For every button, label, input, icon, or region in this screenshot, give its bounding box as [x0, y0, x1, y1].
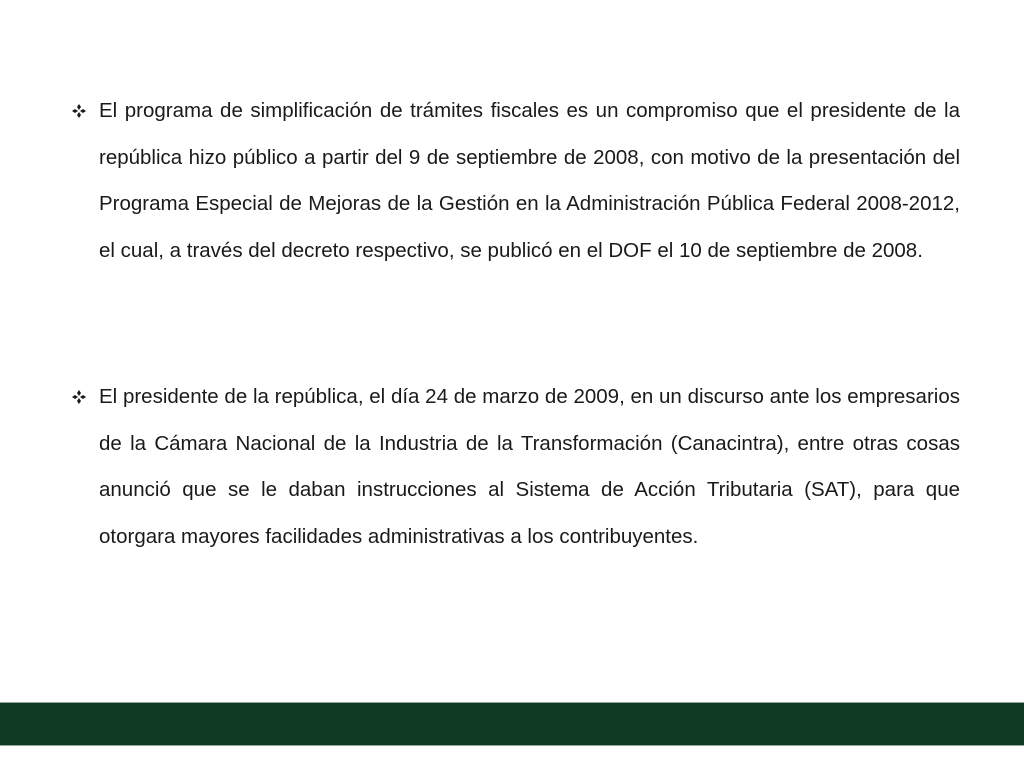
- bullet-item-2: [72, 374, 960, 560]
- diamond-bullet-icon: [72, 104, 86, 118]
- slide-content: [72, 88, 960, 560]
- diamond-bullet-icon: [72, 390, 86, 404]
- bullet-text-1: El programa de simplificación de trámites fiscales es un compromiso que el presidente de la república hizo público a partir del 9 de septiembre de 2008, con motivo de la presentación del Programa Especial de Mejoras de la Gestión en la Administración Pública Federal 2008-2012, el cual, a través del decreto respectivo, se publicó en el DOF el 10 de septiembre de 2008.: [99, 99, 960, 262]
- footer-bar: [0, 702, 1024, 746]
- bullet-text-2: El presidente de la república, el día 24 de marzo de 2009, en un discurso ante los empresarios de la Cámara Nacional de la Industria de la Transformación (Canacintra), entre otras cosas anunció que se le daban instrucciones al Sistema de Acción Tributaria (SAT), para que otorgara mayores facilidades administrativas a los contribuyentes.: [99, 385, 960, 548]
- bullet-item-1: [72, 88, 960, 274]
